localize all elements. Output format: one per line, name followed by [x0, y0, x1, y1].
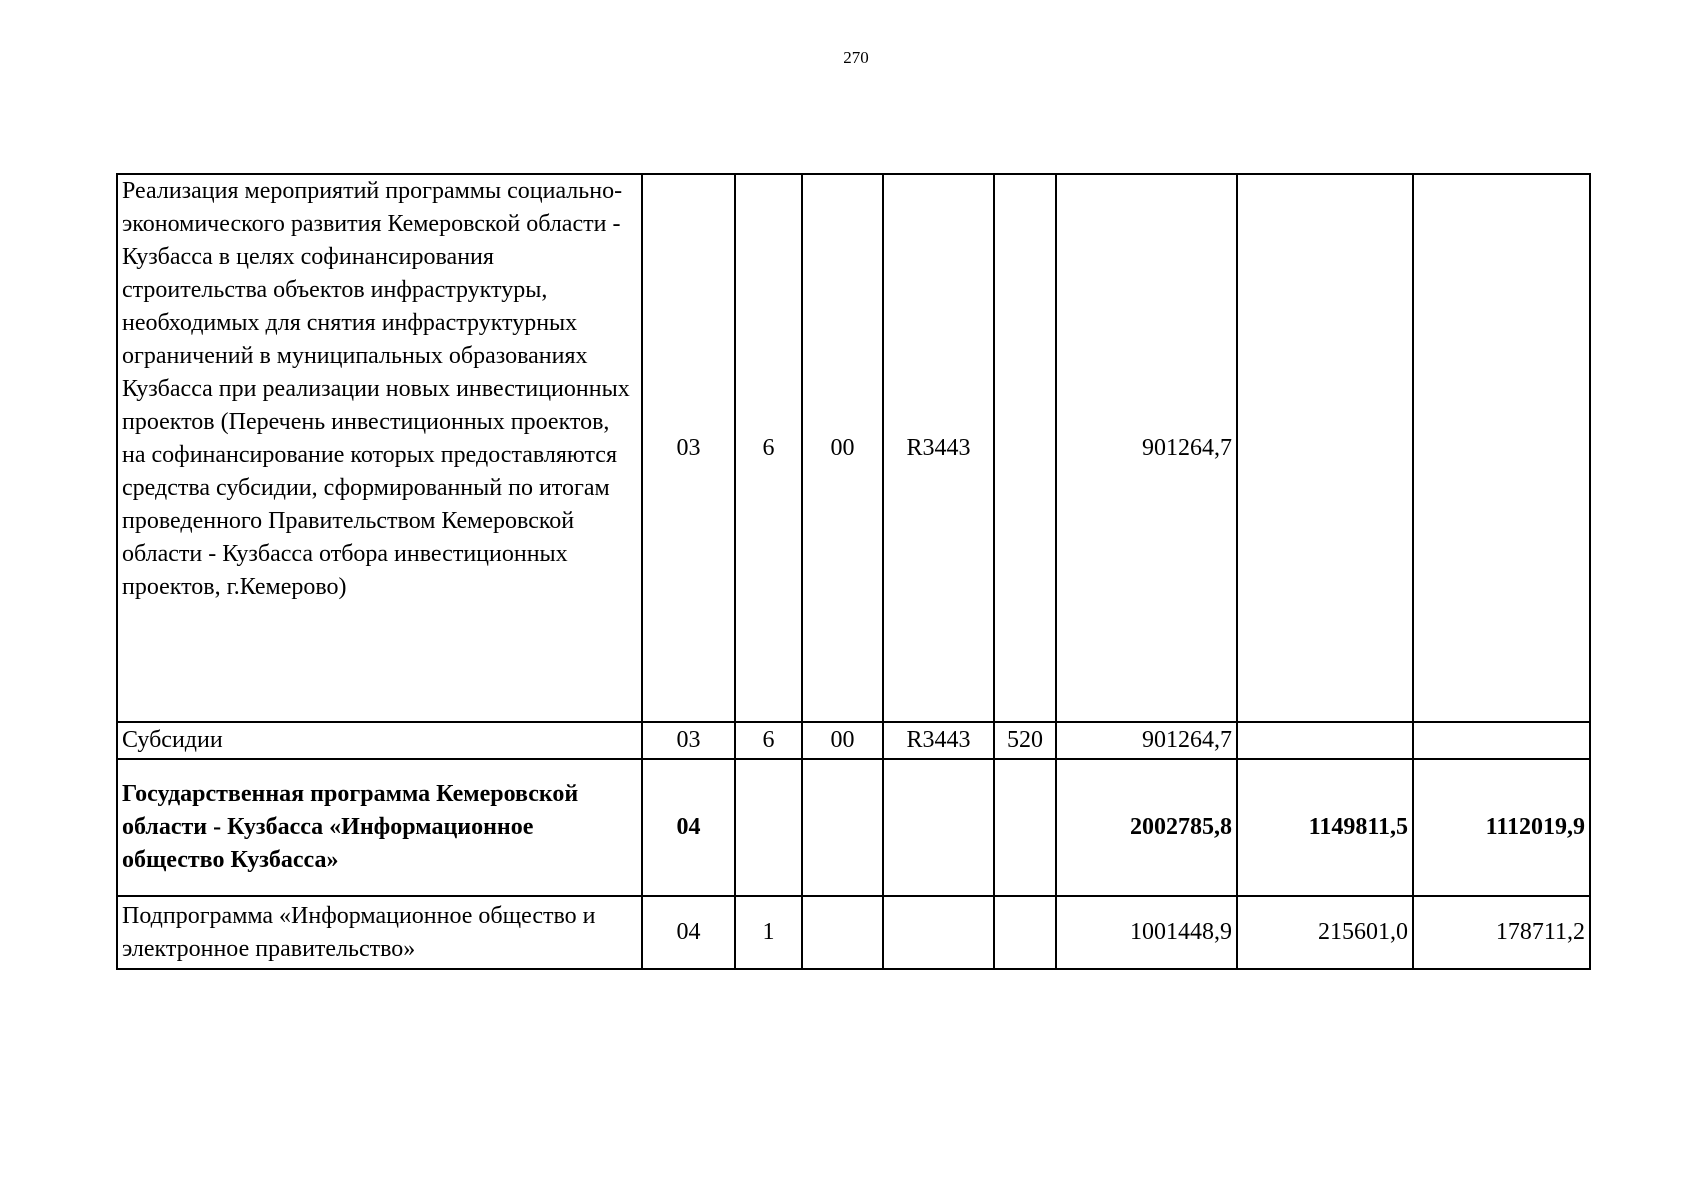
- expense-type-code: 520: [994, 722, 1056, 759]
- program-code: 04: [642, 896, 735, 969]
- event-code: [802, 759, 883, 896]
- year3-amount: 1112019,9: [1413, 759, 1590, 896]
- direction-code: [883, 759, 994, 896]
- table-row: [117, 759, 1590, 896]
- table-row: [117, 896, 1590, 969]
- year3-amount: [1413, 174, 1590, 722]
- year2-amount: [1237, 174, 1413, 722]
- year2-amount: 215601,0: [1237, 896, 1413, 969]
- subprogram-code: 6: [735, 722, 802, 759]
- page-number: 270: [843, 48, 869, 67]
- program-code: 03: [642, 722, 735, 759]
- subprogram-code: 6: [735, 174, 802, 722]
- year3-amount: 178711,2: [1413, 896, 1590, 969]
- year1-amount: 1001448,9: [1056, 896, 1237, 969]
- budget-table: [116, 173, 1591, 970]
- year1-amount: 901264,7: [1056, 174, 1237, 722]
- event-code: 00: [802, 722, 883, 759]
- subprogram-code: 1: [735, 896, 802, 969]
- row-name: Реализация мероприятий программы социально-экономического развития Кемеровской области - Кузбасса в целях софинансирования строительства объектов инфраструктуры, необходимых для снятия инфраструктурных ограничений в муниципальных образованиях Кузбасса при реализации новых инвестиционных проектов (Перечень инвестиционных проектов, на софинансирование которых предоставляются средства субсидии, сформированный по итогам проведенного Правительством Кемеровской области - Кузбасса отбора инвестиционных проектов, г.Кемерово): [117, 174, 642, 722]
- year3-amount: [1413, 722, 1590, 759]
- event-code: 00: [802, 174, 883, 722]
- year2-amount: [1237, 722, 1413, 759]
- expense-type-code: [994, 759, 1056, 896]
- expense-type-code: [994, 896, 1056, 969]
- program-code: 03: [642, 174, 735, 722]
- year2-amount: 1149811,5: [1237, 759, 1413, 896]
- year1-amount: 901264,7: [1056, 722, 1237, 759]
- table-row: [117, 722, 1590, 759]
- direction-code: R3443: [883, 722, 994, 759]
- subprogram-code: [735, 759, 802, 896]
- row-name: Подпрограмма «Информационное общество и электронное правительство»: [117, 896, 642, 969]
- event-code: [802, 896, 883, 969]
- expense-type-code: [994, 174, 1056, 722]
- row-name: Государственная программа Кемеровской области - Кузбасса «Информационное общество Кузбасса»: [117, 759, 642, 896]
- table-row: [117, 174, 1590, 722]
- year1-amount: 2002785,8: [1056, 759, 1237, 896]
- row-name: Субсидии: [117, 722, 642, 759]
- program-code: 04: [642, 759, 735, 896]
- direction-code: R3443: [883, 174, 994, 722]
- direction-code: [883, 896, 994, 969]
